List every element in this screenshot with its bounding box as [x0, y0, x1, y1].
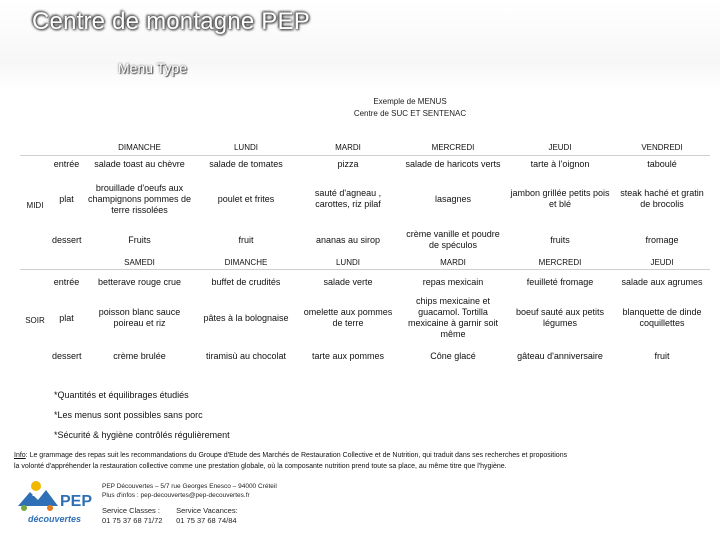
- info-text-line-2: la volonté d'appréhender la restauration collective comme une prestation globale, où la composante nutrition prend toute sa place, au même titre que l'hygiène.: [14, 463, 507, 470]
- dish-cell: ananas au sirop: [315, 234, 381, 245]
- dish-cell: tarte aux pommes: [311, 350, 385, 361]
- dish-cell: betterave rouge crue: [97, 276, 182, 287]
- dish-cell: pizza: [337, 159, 359, 169]
- soir-row-dessert: [20, 342, 710, 370]
- course-label: entrée: [53, 159, 80, 169]
- dish-cell: steak haché et gratin de brocolis: [620, 188, 704, 209]
- dish-cell: fromage: [645, 234, 679, 245]
- dish-cell: fruit: [654, 350, 670, 361]
- midi-section-label: MIDI: [26, 201, 44, 210]
- contact-email: Plus d'infos : pep-decouvertes@pep-decouvertes.fr: [102, 492, 250, 499]
- logo-tagline: découvertes: [28, 514, 82, 524]
- page-title: Centre de montagne PEP: [32, 8, 310, 35]
- soir-day: MERCREDI: [506, 255, 614, 270]
- course-label: plat: [59, 312, 74, 323]
- midi-day: VENDREDI: [614, 140, 710, 156]
- soir-row-entree: [20, 270, 710, 295]
- example-heading: [260, 96, 560, 120]
- dish-cell: jambon grillée petits pois et blé: [510, 188, 610, 209]
- midi-day: MERCREDI: [400, 140, 506, 156]
- contact-address: PEP Découvertes – 5/7 rue Georges Enesco – 94000 Créteil: [102, 483, 277, 490]
- dish-cell: salade toast au chèvre: [94, 159, 185, 169]
- notes: [54, 390, 230, 450]
- dish-cell: salade de tomates: [209, 159, 283, 169]
- midi-day: MARDI: [296, 140, 400, 156]
- dish-cell: poisson blanc sauce poireau et riz: [98, 307, 181, 328]
- course-label: dessert: [52, 350, 82, 361]
- logo-brand: PEP: [60, 493, 93, 510]
- midi-row-entree: [20, 156, 710, 174]
- dish-cell: salade verte: [323, 276, 373, 287]
- soir-day: DIMANCHE: [196, 255, 296, 270]
- services-block: [102, 506, 248, 526]
- soir-section-label: SOIR: [25, 315, 45, 325]
- dish-cell: boeuf sauté aux petits légumes: [515, 307, 605, 328]
- dish-cell: tarte à l'oignon: [530, 159, 590, 169]
- note-item: *Quantités et équilibrages étudiés: [54, 390, 189, 400]
- midi-day: LUNDI: [196, 140, 296, 156]
- dish-cell: pâtes à la bolognaise: [203, 312, 289, 323]
- midi-row-dessert: [20, 225, 710, 255]
- dish-cell: feuilleté fromage: [526, 276, 594, 287]
- dish-cell: lasagnes: [434, 193, 472, 204]
- dish-cell: salade aux agrumes: [621, 276, 703, 287]
- soir-day: MARDI: [400, 255, 506, 270]
- page-subtitle: Menu Type: [118, 60, 188, 76]
- dish-cell: buffet de crudités: [211, 276, 281, 287]
- sun-icon: [31, 481, 41, 491]
- example-line-1: Exemple de MENUS: [373, 97, 447, 106]
- header-banner: [0, 0, 720, 90]
- soir-day: SAMEDI: [83, 255, 196, 270]
- midi-row-plat: [20, 173, 710, 225]
- menu-table: [20, 140, 710, 370]
- dish-cell: omelette aux pommes de terre: [303, 307, 393, 328]
- note-item: *Les menus sont possibles sans porc: [54, 410, 203, 420]
- pep-decouvertes-logo: [14, 478, 94, 526]
- mountain-icon: [18, 490, 58, 506]
- service-label: Service Vacances:: [176, 506, 238, 515]
- dish-cell: fruit: [238, 234, 254, 245]
- service-phone: 01 75 37 68 71/72: [102, 516, 163, 525]
- service-vacances: [176, 506, 248, 526]
- dish-cell: repas mexicain: [422, 276, 484, 287]
- service-classes: [102, 506, 174, 526]
- note-item: *Sécurité & hygiène contrôlés régulièrement: [54, 430, 230, 440]
- dish-cell: crème vanille et poudre de spéculos: [406, 229, 500, 250]
- info-text-line-1: : Le grammage des repas suit les recommandations du Groupe d'Etude des Marchés de Restauration Collective et de Nutrition, qui traduit dans ses recherches et propositions: [25, 452, 568, 459]
- soir-day: JEUDI: [614, 255, 710, 270]
- dish-cell: brouillade d'oeufs aux champignons pommes de terre rissolées: [87, 182, 192, 215]
- dish-cell: sauté d'agneau , carottes, riz pilaf: [314, 188, 382, 209]
- course-label: entrée: [53, 276, 80, 287]
- dish-cell: chips mexicaine et guacamol. Tortilla mexicaine à garnir soit même: [407, 296, 499, 339]
- midi-day: JEUDI: [506, 140, 614, 156]
- soir-day: LUNDI: [296, 255, 400, 270]
- dish-cell: taboulé: [647, 159, 677, 169]
- info-paragraph: [14, 450, 714, 472]
- info-label: Info: [14, 452, 26, 459]
- dish-cell: Cône glacé: [430, 350, 476, 361]
- dish-cell: blanquette de dinde coquillettes: [622, 307, 702, 328]
- example-line-2: Centre de SUC ET SENTENAC: [353, 109, 467, 118]
- soir-days-header: [20, 255, 710, 270]
- midi-days-header: [20, 140, 710, 156]
- soir-row-plat: [20, 294, 710, 342]
- dish-cell: crème brulée: [113, 350, 166, 361]
- dish-cell: gâteau d'anniversaire: [517, 350, 603, 361]
- dish-cell: poulet et frites: [217, 193, 275, 204]
- course-label: dessert: [52, 234, 82, 245]
- contact-block: [102, 482, 277, 500]
- dish-cell: Fruits: [128, 234, 151, 245]
- service-label: Service Classes :: [102, 506, 160, 515]
- course-label: plat: [59, 193, 74, 204]
- midi-day: DIMANCHE: [83, 140, 196, 156]
- dish-cell: fruits: [550, 234, 570, 245]
- service-phone: 01 75 37 68 74/84: [176, 516, 237, 525]
- dish-cell: tiramisù au chocolat: [205, 350, 287, 361]
- dish-cell: salade de haricots verts: [405, 159, 501, 169]
